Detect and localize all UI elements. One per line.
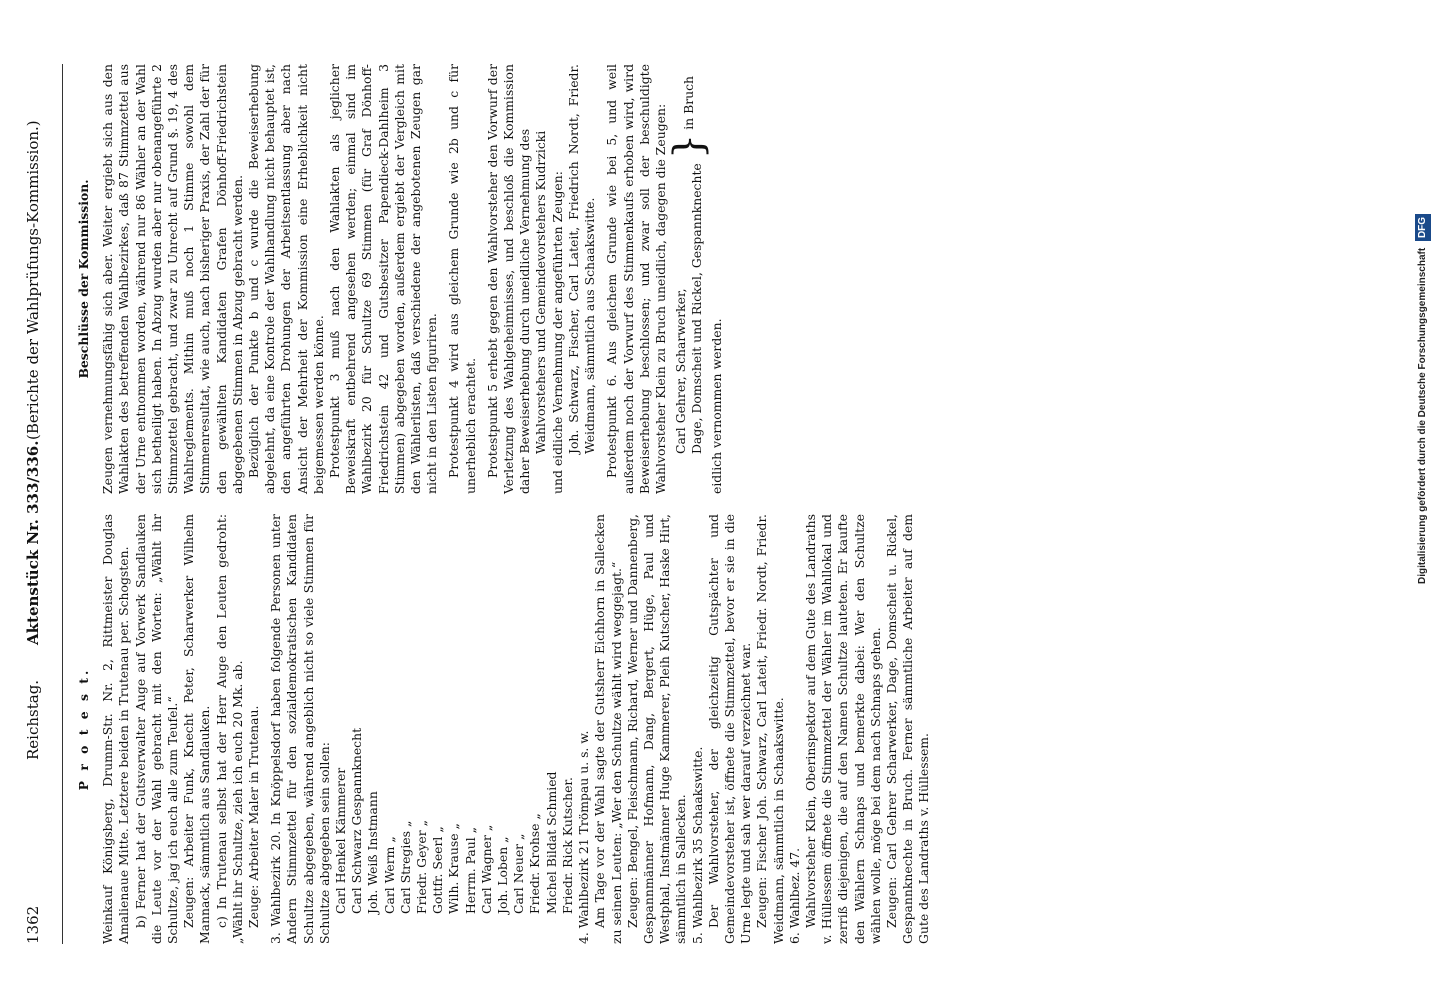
- list-item: Carl Stregies „: [397, 820, 413, 914]
- paragraph: Zeugen vernehmungsfähig sich aber. Weiter ergiebt sich aus den Wahlakten des betreffenden Wahlbezirkes, daß 87 Stimmzettel aus der Urne entnommen worden, während nur 86 Wähler an der Wahl sich betheiligt haben. In Abzug wurden aber nur obenangeführte 2 Stimmzettel gebracht, und zwar zu Unrecht auf Grund §. 19, 4 des Wahlreglements. Mithin muß noch 1 Stimme sowohl dem Stimmenresultat, wie auch, nach bisheriger Praxis, der Zahl der für den gewählten Kandidaten Grafen Dönhoff-Friedrichstein abgegebenen Stimmen in Abzug gebracht werden.: [100, 64, 245, 494]
- right-column: [72, 64, 725, 494]
- list-item: Carl Neuer „: [511, 833, 527, 914]
- paragraph: Zeugen: Arbeiter Funk, Knecht Peter, Scharwerker Wilhelm Mannack, sämmtlich aus Sandlauken.: [181, 514, 213, 944]
- document-ref: Aktenstück Nr. 333/336.: [24, 440, 42, 645]
- header-left-title: Reichstag.: [24, 679, 42, 760]
- paragraph: 5. Wahlbezirk 35 Schaakswitte.: [689, 746, 705, 944]
- paragraph: b) Ferner hat der Gutsverwalter Auge auf Vorwerk Sandlauken die Leute vor der Wahl gebracht mit den Worten: „Wählt ihr Schultze, jag ich euch alle zum Teufel.“: [132, 514, 181, 944]
- paragraph: 4. Wahlbezirk 21 Trömpau u. s. w.: [576, 730, 592, 944]
- paragraph: und eidliche Vernehmung der angeführten Zeugen:: [549, 171, 565, 494]
- list-item: Joh. Weiß Instmann: [365, 791, 381, 914]
- sidebar-credit: [1415, 4, 1431, 584]
- header-rule: [62, 64, 63, 944]
- paragraph: Joh. Schwarz, Fischer, Carl Lateit, Friedrich Nordt, Friedr. Weidmann, sämmtlich aus Schaakswitte.: [565, 64, 598, 454]
- paragraph: Bezüglich der Punkte b und c wurde die Beweiserhebung abgelehnt, da eine Kontrole der Wahlhandlung nicht behauptet ist, den angeführten Drohungen der Arbeitsentlassung aber nach Ansicht der Mehrheit der Kommission eine Erheblichkeit nicht beigemessen werden könne.: [246, 64, 326, 494]
- list-item: Michel Bildat Schmied: [543, 771, 559, 914]
- paragraph: Protestpunkt 4 wird aus gleichem Grunde wie 2b und c für unerheblich erachtet.: [446, 64, 478, 494]
- protest-heading: P r o t e s t.: [76, 667, 91, 791]
- witness-location: in Bruch: [681, 75, 696, 130]
- page-number: 1362: [24, 905, 42, 944]
- commission-decisions-heading: Beschlüsse der Kommission.: [76, 179, 91, 379]
- paragraph: Zeuge: Arbeiter Maler in Trutenau.: [246, 705, 262, 928]
- list-item: Carl Werm „: [381, 836, 397, 914]
- witness-line: Carl Gehrer, Scharwerker,: [672, 288, 688, 454]
- paragraph: 3. Wahlbezirk 20. In Knöppelsdorf haben folgende Personen unter Andern Stimmzettel für den sozialdemokratischen Kandidaten Schultze abgegeben, während angeblich nicht so viele Stimmen für Schultze abgegeben sein sollen:: [268, 514, 332, 944]
- dfg-logo: DFG: [1415, 214, 1431, 241]
- paragraph: Zeugen: Fischer Joh. Schwarz, Carl Lateit, Friedr. Nordt, Friedr. Weidmann, sämmtlich in Schaakswitte.: [754, 514, 786, 944]
- funding-credit: Digitalisierung gefördert durch die Deutsche Forschungsgemeinschaft: [1417, 247, 1428, 584]
- paragraph: Protestpunkt 6. Aus gleichem Grunde wie bei 5, und weil außerdem noch der Vorwurf des Stimmenkaufs erhoben wird, wird Beweiserhebung beschlossen; und zwar soll der beschuldigte Wahlvorsteher Klein zu Bruch uneidlich, dagegen die Zeugen:: [604, 64, 668, 494]
- list-item: Friedr. Krohse „: [527, 813, 543, 914]
- paragraph: Zeugen: Carl Gehrer Scharwerker, Dage, Domscheit u. Rickel, Gespannknechte in Bruch. Ferner sämmtliche Arbeiter auf dem Gute des Landraths v. Hüllessem.: [883, 514, 932, 944]
- list-item: Carl Schwarz Gespannknecht: [349, 727, 365, 914]
- name-list: [333, 514, 576, 944]
- paragraph: eidlich vernommen werden.: [709, 318, 725, 494]
- paragraph: c) In Trutenau selbst hat der Herr Auge den Leuten gedroht: „Wählt ihr Schultze, zieh ich euch 20 Mk. ab.: [213, 514, 245, 944]
- left-column: [72, 514, 933, 944]
- paragraph: Wahlvorstehers und Gemeindevorstehers Kudrzicki: [533, 130, 549, 454]
- paragraph: Weinkauf Königsberg, Drumm-Str. Nr. 2, Rittmeister Douglas Amalienaue Mitte. Letztere beiden in Trutenau per. Schogsten.: [100, 514, 132, 944]
- paragraph: Zeugen: Bengel, Fleischmann, Richard, Werner und Dannenberg, Gespannmänner Hofmann, Dang, Bergert, Hüge, Paul und Westphal, Instmänner Huge Kammerer, Pleih Kutscher, Haske Hirt, sämmtlich in Sallecken.: [624, 514, 689, 944]
- witness-group: [666, 64, 713, 494]
- commission-title: (Berichte der Wahlprüfungs-Kommission.): [24, 120, 42, 440]
- list-item: Carl Henkel Kämmerer: [333, 767, 349, 914]
- list-item: Friedr. Geyer „: [414, 819, 430, 914]
- paragraph: 6. Wahlbez. 47.: [786, 847, 802, 944]
- paragraph: Protestpunkt 3 muß nach den Wahlakten als jeglicher Beweiskraft entbehrend angesehen werden; einmal sind im Wahlbezirk 20 für Schultze 69 Stimmen (für Graf Dönhoff-Friedrichstein 42 und Gutsbesitzer Papendieck-Dahlheim 3 Stimmen) abgegeben worden, außerdem ergiebt der Vergleich mit den Wählerlisten, daß verschiedene der angebotenen Zeugen gar nicht in den Listen figuriren.: [327, 64, 440, 494]
- witness-names: [673, 163, 705, 454]
- list-item: Joh. Loben „: [495, 836, 511, 914]
- list-item: Gottfr. Seerl „: [430, 826, 446, 914]
- list-item: Wilh. Krause „: [446, 823, 462, 914]
- list-item: Carl Wagner „: [478, 824, 494, 914]
- brace-glyph: }: [666, 133, 713, 160]
- list-item: Friedr. Rick Kutscher.: [559, 777, 575, 914]
- list-item: Herrm. Paul „: [462, 826, 478, 914]
- paragraph: Wahlvorsteher Klein, Oberinspektor auf dem Gute des Landraths v. Hüllessem öffnete die Stimmzettel der Wähler im Wahllokal und zerriß diejenigen, die auf den Namen Schultze lauteten. Er kaufte den Wählern Schnaps und bemerkte dabei: Wer den Schultze wählen wolle, möge bei dem nach Schnaps gehen.: [802, 514, 883, 944]
- paragraph: Am Tage vor der Wahl sagte der Gutsherr Eichhorn in Sallecken zu seinen Leuten: „Wer den Schultze wählt wird weggejagt.“: [592, 514, 624, 944]
- witness-line: Dage, Domscheit und Rickel, Gespannknechte: [689, 163, 705, 454]
- paragraph: Protestpunkt 5 erhebt gegen den Wahlvorsteher den Vorwurf der Verletzung des Wahlgeheimnisses, und beschloß die Kommission daher Beweiserhebung durch uneidliche Vernehmung des: [484, 64, 533, 494]
- paragraph: Der Wahlvorsteher, der gleichzeitig Gutspächter und Gemeindevorsteher ist, öffnete die Stimmzettel, bevor er sie in die Urne legte und sah wer darauf verzeichnet war.: [705, 514, 754, 944]
